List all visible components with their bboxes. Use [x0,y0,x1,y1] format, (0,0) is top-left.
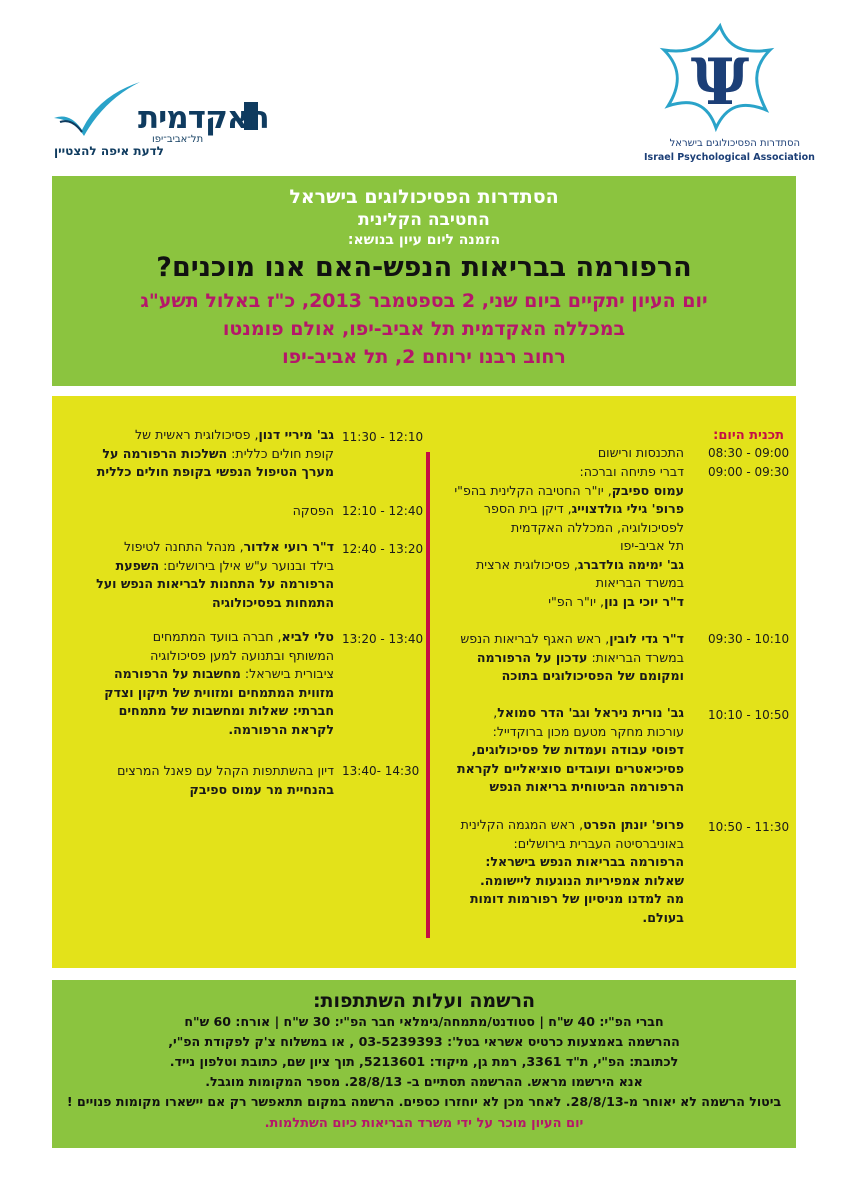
session-line: פרופ' גילי גולדצוייג, דיקן בית הספר [483,501,684,516]
session-line: טלי לביא, חברה בוועד המתמחים [152,629,334,644]
academic-name: האקדמית [138,100,269,136]
ipa-logo [640,20,815,165]
program-box [52,396,796,968]
session-line: הרפורמה על התחנות לבריאות הנפש ועל [96,576,334,591]
registration-box [52,980,796,1148]
session-line: דפוסי עבודה ועמדות של פסיכולוגים, [471,742,684,757]
column-divider [426,452,430,938]
session-text [434,463,684,611]
session-line: הרפורמה בבריאות הנפש בישראל: [485,854,684,869]
session-time: 09:30 - 10:10 [708,632,790,646]
session-line: בעולם. [642,909,684,925]
hero-banner [52,176,796,386]
session-line: דברי פתיחה וברכה: [579,464,684,479]
hero-venue: במכללה האקדמית תל אביב-יפו, אולם פומנטו [222,318,626,340]
session-line: גב' ימימה גולדברג, פסיכולוגית ארצית [475,556,684,572]
session-text [64,762,334,799]
session-text [434,816,684,927]
session-line: קופת חולים כללית: השלכות הרפורמה על [102,445,334,461]
session-line: בילד ובנוער ע"ש אילן בירושלים: השפעת [115,557,334,573]
session-text [434,704,684,797]
session-time: 12:40 - 13:20 [342,542,424,556]
session-line: בהנחיית מר עמוס ספיבק [189,781,334,797]
session-line: ד"ר יוכי בן נון, יו"ר הפ"י [548,593,684,609]
ipa-name-he: הסתדרות הפסיכולוגים בישראל [669,138,800,149]
session-line: הפסקה [292,503,334,518]
session-line: התמחות בפסיכולוגיה [212,594,334,610]
session-line: מה למדנו מניסיון של רפורמות דומות [469,891,684,906]
session-line: גב' מיריי דנון, פסיכולוגית ראשית של [135,427,334,442]
session-time: 10:50 - 11:30 [708,820,790,834]
session-line: במשרד הבריאות: עדכון על הרפורמה [476,649,684,665]
session-line: חברתי: שאלות ומחשבות של מתמחים [118,703,334,718]
session-line: עמוס ספיבק, יו"ר החטיבה הקלינית בהפ"י [454,482,684,498]
hero-dept: החטיבה הקלינית [358,210,490,230]
session-time: 13:40- 14:30 [342,764,420,778]
session-line: הרפורמה הביטוחית בריאות הנפש [489,779,684,794]
session-line: מערך הטיפול הנפשי בקופת חולים כללית [96,464,334,479]
hero-org: הסתדרות הפסיכולוגים בישראל [289,186,559,208]
academic-college-logo [52,78,272,158]
session-line: פרופ' יונתן הפרט, ראש המגמה הקלינית [460,817,684,832]
session-line: המשותף ובתנועה למען פסיכולוגיה [150,647,334,663]
session-time: 11:30 - 12:10 [342,430,424,444]
session-text [64,426,334,482]
session-text [434,630,684,686]
program-label: תכנית היום: [713,428,784,443]
session-text [64,502,334,521]
session-line: במשרד הבריאות [595,575,684,590]
session-line: לקראת הרפורמה. [228,721,334,737]
session-line: תל אביב-יפו [620,538,684,553]
session-line: גב' נורית ניראל וגב' הדר סמואל, [493,705,684,720]
session-line: ומקומם של הפסיכולוגים בתוכה [501,668,684,683]
session-line: באוניברסיטה העברית בירושלים: [513,835,684,851]
session-line: שאלות אמפיריות הנוגעות ליישומה. [480,872,684,888]
session-line: ציבורית בישראל: מחשבות על הרפורמה [113,666,334,681]
hero-invite: הזמנה ליום עיון בנושא: [347,232,501,248]
session-line: מזווית המתמחים ומזווית של תיקון וצדק [104,684,334,700]
hero-address: רחוב רבנו ירוחם 2, תל אביב-יפו [282,346,566,368]
registration-address: לכתובת: הפ"י, ת"ד 3361, רמת גן, מיקוד: 5213601, תוך ציון שם, כתובת וטלפון נייד. [169,1054,679,1069]
accreditation-note: יום העיון מוכר על ידי משרד הבריאות כיום השתלמות. [264,1116,584,1131]
session-time: 13:20 - 13:40 [342,632,424,646]
session-text [64,538,334,612]
psi-star-icon [658,20,782,136]
session-line: דיון בהשתתפות הקהל עם פאנל המרצים [117,763,334,778]
session-line: ד"ר גדי לובין, ראש האגף לבריאות הנפש [460,631,684,646]
session-line: לפסיכולוגיה, המכללה האקדמית [510,519,684,535]
session-time: 08:30 - 09:00 [708,446,790,460]
hero-date: יום העיון יתקיים ביום שני, 2 בספטמבר 2013, כ"ז באלול תשע"ג [140,290,708,312]
psi-symbol: Ψ [690,45,750,120]
session-time: 12:10 - 12:40 [342,504,424,518]
registration-payment: ההרשמה באמצעות כרטיס אשראי בטל': 03-5239393 , או במשלוח צ'ק לפקודת הפ"י, [168,1034,680,1049]
academic-city: תל־אביב־יפו [152,134,204,145]
session-time: 10:10 - 10:50 [708,708,790,722]
academic-slogan: לדעת איפה להצטיין [54,144,164,158]
registration-title: הרשמה ועלות השתתפות: [312,990,536,1012]
registration-deadline: אנא הירשמו מראש. ההרשמה תסתיים ב- 28/8/13. מספר המקומות מוגבל. [205,1074,643,1089]
session-line: פסיכיאטרים ועובדים סוציאליים לקראת [457,760,684,776]
session-line: ד"ר רועי אלדור, מנהל התחנה לטיפול [123,539,334,554]
session-line: עורכות מחקר מטעם מכון ברוקדייל: [492,723,684,739]
session-line: התכנסות ורישום [597,445,684,460]
session-text [64,628,334,739]
registration-cancellation: ביטול הרשמה לא יאוחר מ-28/8/13. לאחר מכן לא יוחזרו כספים. הרשמה במקום תתאפשר רק אם יישארו מקומות פנויים ! [66,1094,782,1109]
session-time: 09:00 - 09:30 [708,465,790,479]
checkmark-swoosh-icon [52,78,142,138]
hero-title: הרפורמה בבריאות הנפש-האם אנו מוכנים? [156,252,692,283]
ipa-name-en: Israel Psychological Association [644,152,815,163]
registration-prices: חברי הפ"י: 40 ש"ח | סטודנט/מתמחה/גימלאי חבר הפ"י: 30 ש"ח | אורח: 60 ש"ח [184,1014,664,1029]
session-text [434,444,684,463]
